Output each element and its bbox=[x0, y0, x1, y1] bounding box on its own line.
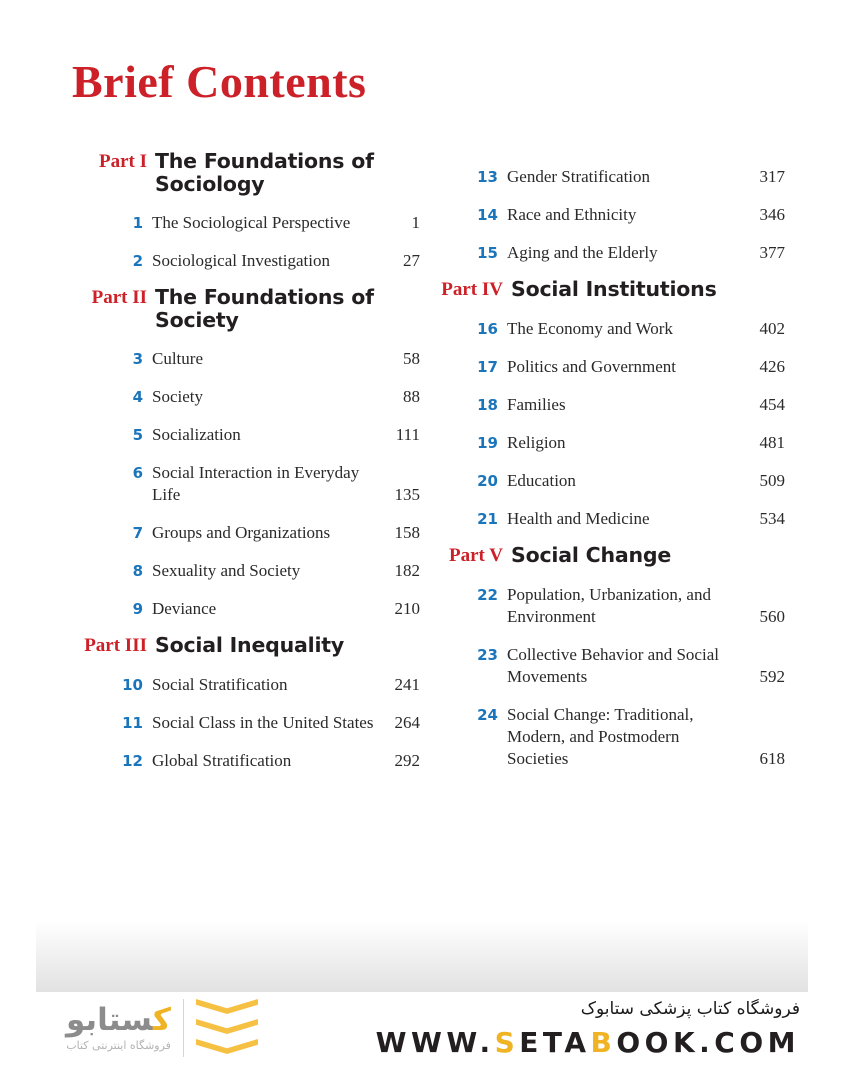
logo-script-text bbox=[66, 1003, 171, 1037]
chapter-page-number: 241 bbox=[394, 675, 420, 694]
chapter-title: Race and Ethnicity bbox=[507, 205, 637, 224]
chapter-number: 6 bbox=[132, 464, 143, 482]
chapter-row[interactable] bbox=[425, 318, 785, 340]
chapter-row[interactable] bbox=[60, 560, 420, 582]
chapter-title: Society bbox=[152, 387, 203, 406]
contents-column-right bbox=[425, 150, 785, 770]
contents-column-left bbox=[60, 150, 420, 772]
url-highlight-letter: B bbox=[590, 1026, 617, 1059]
chapter-number: 21 bbox=[477, 510, 498, 528]
chapter-row[interactable] bbox=[60, 522, 420, 544]
part-heading-row[interactable] bbox=[60, 150, 420, 196]
chapter-row[interactable] bbox=[60, 348, 420, 370]
site-info bbox=[376, 996, 800, 1062]
chapter-number: 20 bbox=[477, 472, 498, 490]
chapter-page-number: 210 bbox=[394, 599, 420, 618]
chapter-number: 24 bbox=[477, 706, 498, 724]
part-heading-row[interactable] bbox=[60, 634, 420, 658]
logo-subtitle: فروشگاه اینترنتی کتاب bbox=[66, 1039, 171, 1052]
chapter-title: Socialization bbox=[152, 425, 241, 444]
part-title: Social Inequality bbox=[155, 633, 345, 657]
chapter-number: 11 bbox=[122, 714, 143, 732]
chapter-number: 9 bbox=[132, 600, 143, 618]
chapter-number: 12 bbox=[122, 752, 143, 770]
chapter-title: Gender Stratification bbox=[507, 167, 651, 186]
chapter-page-number: 481 bbox=[759, 433, 785, 452]
part-label: Part IV bbox=[441, 279, 503, 300]
chapter-row[interactable] bbox=[425, 584, 785, 628]
chapter-page-number: 454 bbox=[759, 395, 785, 414]
chapter-number: 14 bbox=[477, 206, 498, 224]
chapter-row[interactable] bbox=[60, 386, 420, 408]
part-title: Social Institutions bbox=[511, 277, 717, 301]
url-segment: OOK.COM bbox=[616, 1026, 800, 1059]
chapter-row[interactable] bbox=[425, 644, 785, 688]
chapter-page-number: 135 bbox=[394, 485, 420, 504]
part-label: Part V bbox=[449, 545, 503, 566]
page-title: Brief Contents bbox=[72, 56, 367, 107]
chapter-title: Sexuality and Society bbox=[152, 561, 301, 580]
chapter-page-number: 346 bbox=[759, 205, 785, 224]
chapter-title: Groups and Organizations bbox=[152, 523, 331, 542]
url-segment: ETA bbox=[519, 1026, 591, 1059]
logo-wordmark bbox=[66, 1003, 183, 1053]
chapter-title: Sociological Investigation bbox=[152, 251, 330, 270]
part-label: Part II bbox=[91, 287, 147, 308]
site-footer bbox=[0, 992, 844, 1080]
chapter-title: Religion bbox=[507, 433, 566, 452]
chapter-row[interactable] bbox=[60, 674, 420, 696]
chevron-icon bbox=[196, 999, 258, 1014]
part-label: Part III bbox=[84, 635, 147, 656]
chapter-page-number: 426 bbox=[759, 357, 785, 376]
chapter-row[interactable] bbox=[425, 242, 785, 264]
chapter-row[interactable] bbox=[425, 166, 785, 188]
chapter-number: 5 bbox=[132, 426, 143, 444]
chevron-icon bbox=[196, 1019, 258, 1034]
chapter-page-number: 88 bbox=[403, 387, 420, 406]
chapter-number: 13 bbox=[477, 168, 498, 186]
chapter-title: Social Stratification bbox=[152, 675, 288, 694]
chapter-row[interactable] bbox=[60, 424, 420, 446]
chapter-title: The Sociological Perspective bbox=[152, 213, 351, 232]
chapter-row[interactable] bbox=[425, 394, 785, 416]
chapter-number: 8 bbox=[132, 562, 143, 580]
chapter-title: The Economy and Work bbox=[507, 319, 673, 338]
chapter-number: 2 bbox=[132, 252, 143, 270]
chevron-mark-icon bbox=[196, 998, 258, 1058]
chapter-page-number: 1 bbox=[411, 213, 420, 232]
chapter-title: Population, Urbanization, and Environment bbox=[507, 585, 711, 626]
footer-gradient-band bbox=[36, 920, 808, 992]
chapter-page-number: 27 bbox=[403, 251, 420, 270]
part-heading-row[interactable] bbox=[425, 278, 785, 302]
chapter-number: 16 bbox=[477, 320, 498, 338]
part-title: Social Change bbox=[511, 543, 672, 567]
chapter-page-number: 111 bbox=[395, 425, 420, 444]
chapter-page-number: 158 bbox=[394, 523, 420, 542]
chapter-title: Social Change: Traditional, Modern, and Postmodern Societies bbox=[507, 705, 694, 768]
chapter-page-number: 534 bbox=[759, 509, 785, 528]
chapter-title: Families bbox=[507, 395, 566, 414]
chapter-title: Global Stratification bbox=[152, 751, 292, 770]
part-title: The Foundations of Society bbox=[155, 285, 374, 332]
chapter-page-number: 292 bbox=[394, 751, 420, 770]
chapter-number: 1 bbox=[132, 214, 143, 232]
chapter-title: Education bbox=[507, 471, 576, 490]
chapter-title: Deviance bbox=[152, 599, 217, 618]
chapter-page-number: 592 bbox=[759, 667, 785, 686]
chapter-title: Collective Behavior and Social Movements bbox=[507, 645, 719, 686]
logo-script-main: ستابو bbox=[66, 1002, 153, 1038]
chapter-row[interactable] bbox=[60, 712, 420, 734]
chapter-title: Social Class in the United States bbox=[152, 713, 374, 732]
chapter-page-number: 182 bbox=[394, 561, 420, 580]
chapter-number: 10 bbox=[122, 676, 143, 694]
part-heading-row[interactable] bbox=[425, 544, 785, 568]
chapter-title: Culture bbox=[152, 349, 203, 368]
chapter-number: 4 bbox=[132, 388, 143, 406]
chapter-title: Health and Medicine bbox=[507, 509, 650, 528]
chapter-row[interactable] bbox=[425, 470, 785, 492]
chapter-row[interactable] bbox=[60, 598, 420, 620]
chapter-row[interactable] bbox=[60, 250, 420, 272]
chapter-title: Social Interaction in Everyday Life bbox=[152, 463, 360, 504]
chapter-row[interactable] bbox=[425, 704, 785, 770]
chapter-title: Politics and Government bbox=[507, 357, 677, 376]
chapter-page-number: 58 bbox=[403, 349, 420, 368]
chapter-number: 17 bbox=[477, 358, 498, 376]
chapter-number: 3 bbox=[132, 350, 143, 368]
part-title: The Foundations of Sociology bbox=[155, 149, 374, 196]
logo-divider bbox=[183, 999, 184, 1057]
chapter-page-number: 618 bbox=[759, 749, 785, 768]
url-highlight-letter: S bbox=[494, 1026, 520, 1059]
chapter-row[interactable] bbox=[60, 462, 420, 506]
chapter-row[interactable] bbox=[60, 750, 420, 772]
chapter-number: 23 bbox=[477, 646, 498, 664]
chapter-number: 19 bbox=[477, 434, 498, 452]
url-segment: WWW. bbox=[375, 1026, 495, 1059]
site-url[interactable] bbox=[376, 1024, 800, 1062]
chapter-row[interactable] bbox=[425, 508, 785, 530]
chapter-row[interactable] bbox=[425, 356, 785, 378]
chapter-number: 15 bbox=[477, 244, 498, 262]
chevron-icon bbox=[196, 1039, 258, 1054]
chapter-number: 22 bbox=[477, 586, 498, 604]
chapter-row[interactable] bbox=[425, 204, 785, 226]
logo-script-accent: ک bbox=[152, 1002, 171, 1038]
setabook-logo[interactable] bbox=[66, 998, 258, 1058]
chapter-page-number: 509 bbox=[759, 471, 785, 490]
chapter-number: 7 bbox=[132, 524, 143, 542]
chapter-page-number: 264 bbox=[394, 713, 420, 732]
chapter-row[interactable] bbox=[60, 212, 420, 234]
chapter-title: Aging and the Elderly bbox=[507, 243, 658, 262]
chapter-page-number: 402 bbox=[759, 319, 785, 338]
part-heading-row[interactable] bbox=[60, 286, 420, 332]
chapter-number: 18 bbox=[477, 396, 498, 414]
chapter-page-number: 377 bbox=[759, 243, 785, 262]
chapter-page-number: 560 bbox=[759, 607, 785, 626]
chapter-page-number: 317 bbox=[759, 167, 785, 186]
chapter-row[interactable] bbox=[425, 432, 785, 454]
site-tagline-fa: فروشگاه کتاب پزشکی ستابوک bbox=[580, 999, 800, 1019]
part-label: Part I bbox=[98, 151, 147, 172]
